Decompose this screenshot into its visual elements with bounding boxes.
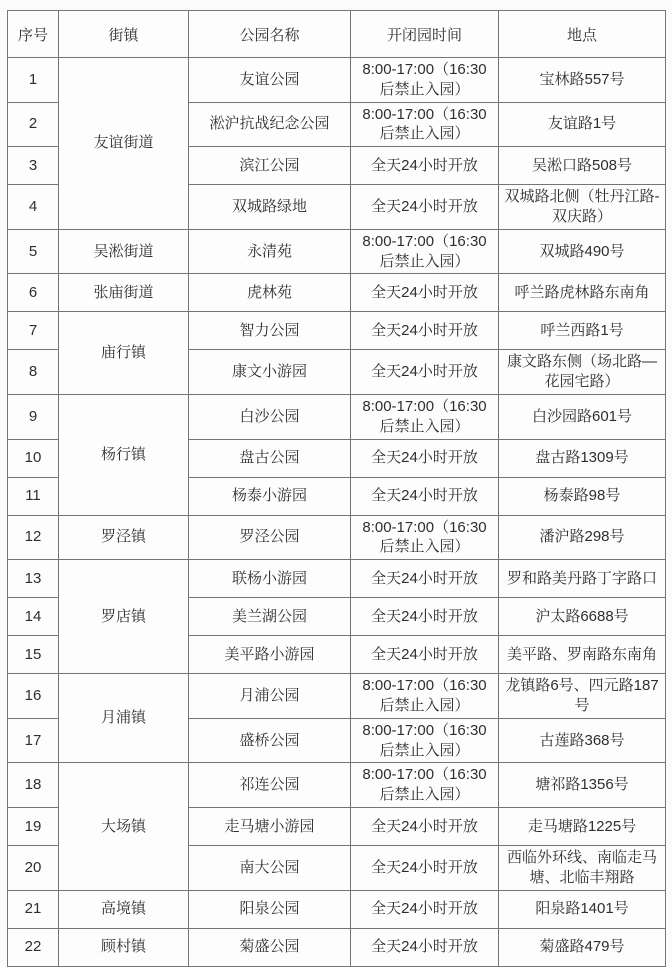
table-header-row bbox=[8, 11, 666, 58]
town-cell: 张庙街道 bbox=[59, 274, 189, 312]
town-cell: 吴淞街道 bbox=[59, 229, 189, 274]
address-cell: 盘古路1309号 bbox=[499, 439, 666, 477]
serial-number-cell: 20 bbox=[8, 845, 59, 890]
serial-number-cell: 4 bbox=[8, 185, 59, 230]
park-name-cell: 美兰湖公园 bbox=[189, 598, 351, 636]
hours-cell: 8:00-17:00（16:30后禁止入园） bbox=[351, 718, 499, 763]
serial-number-cell: 11 bbox=[8, 477, 59, 515]
hours-cell: 全天24小时开放 bbox=[351, 845, 499, 890]
address-cell: 呼兰路虎林路东南角 bbox=[499, 274, 666, 312]
serial-number-cell: 22 bbox=[8, 928, 59, 966]
hours-cell: 8:00-17:00（16:30后禁止入园） bbox=[351, 394, 499, 439]
address-cell: 罗和路美丹路丁字路口 bbox=[499, 560, 666, 598]
town-cell: 大场镇 bbox=[59, 763, 189, 890]
park-name-cell: 盛桥公园 bbox=[189, 718, 351, 763]
table-row bbox=[8, 674, 666, 719]
address-cell: 潘沪路298号 bbox=[499, 515, 666, 560]
serial-number-cell: 15 bbox=[8, 636, 59, 674]
address-cell: 康文路东侧（场北路—花园宅路） bbox=[499, 350, 666, 395]
park-name-cell: 双城路绿地 bbox=[189, 185, 351, 230]
address-cell: 西临外环线、南临走马塘、北临丰翔路 bbox=[499, 845, 666, 890]
park-name-cell: 美平路小游园 bbox=[189, 636, 351, 674]
park-name-cell: 永清苑 bbox=[189, 229, 351, 274]
park-name-cell: 虎林苑 bbox=[189, 274, 351, 312]
hours-cell: 全天24小时开放 bbox=[351, 928, 499, 966]
header-town: 街镇 bbox=[59, 11, 189, 58]
hours-cell: 8:00-17:00（16:30后禁止入园） bbox=[351, 763, 499, 808]
town-cell: 高境镇 bbox=[59, 890, 189, 928]
serial-number-cell: 19 bbox=[8, 807, 59, 845]
table-row bbox=[8, 515, 666, 560]
serial-number-cell: 7 bbox=[8, 312, 59, 350]
town-cell: 顾村镇 bbox=[59, 928, 189, 966]
address-cell: 沪太路6688号 bbox=[499, 598, 666, 636]
address-cell: 白沙园路601号 bbox=[499, 394, 666, 439]
park-name-cell: 联杨小游园 bbox=[189, 560, 351, 598]
table-row bbox=[8, 763, 666, 808]
town-cell: 杨行镇 bbox=[59, 394, 189, 515]
serial-number-cell: 10 bbox=[8, 439, 59, 477]
hours-cell: 全天24小时开放 bbox=[351, 312, 499, 350]
table-row bbox=[8, 229, 666, 274]
hours-cell: 全天24小时开放 bbox=[351, 890, 499, 928]
address-cell: 宝林路557号 bbox=[499, 58, 666, 103]
serial-number-cell: 3 bbox=[8, 147, 59, 185]
serial-number-cell: 17 bbox=[8, 718, 59, 763]
table-row bbox=[8, 58, 666, 103]
serial-number-cell: 2 bbox=[8, 102, 59, 147]
hours-cell: 8:00-17:00（16:30后禁止入园） bbox=[351, 674, 499, 719]
park-name-cell: 滨江公园 bbox=[189, 147, 351, 185]
park-name-cell: 智力公园 bbox=[189, 312, 351, 350]
table-row bbox=[8, 394, 666, 439]
address-cell: 友谊路1号 bbox=[499, 102, 666, 147]
parks-table bbox=[7, 10, 666, 967]
park-name-cell: 罗泾公园 bbox=[189, 515, 351, 560]
town-cell: 庙行镇 bbox=[59, 312, 189, 395]
park-name-cell: 菊盛公园 bbox=[189, 928, 351, 966]
hours-cell: 全天24小时开放 bbox=[351, 147, 499, 185]
hours-cell: 全天24小时开放 bbox=[351, 560, 499, 598]
address-cell: 呼兰西路1号 bbox=[499, 312, 666, 350]
header-serial-number: 序号 bbox=[8, 11, 59, 58]
header-park-name: 公园名称 bbox=[189, 11, 351, 58]
address-cell: 古莲路368号 bbox=[499, 718, 666, 763]
serial-number-cell: 6 bbox=[8, 274, 59, 312]
address-cell: 阳泉路1401号 bbox=[499, 890, 666, 928]
serial-number-cell: 16 bbox=[8, 674, 59, 719]
header-location: 地点 bbox=[499, 11, 666, 58]
town-cell: 月浦镇 bbox=[59, 674, 189, 763]
serial-number-cell: 5 bbox=[8, 229, 59, 274]
hours-cell: 8:00-17:00（16:30后禁止入园） bbox=[351, 58, 499, 103]
parks-table-body bbox=[8, 58, 666, 967]
address-cell: 双城路北侧（牡丹江路-双庆路） bbox=[499, 185, 666, 230]
park-name-cell: 杨泰小游园 bbox=[189, 477, 351, 515]
park-name-cell: 淞沪抗战纪念公园 bbox=[189, 102, 351, 147]
address-cell: 龙镇路6号、四元路187号 bbox=[499, 674, 666, 719]
hours-cell: 8:00-17:00（16:30后禁止入园） bbox=[351, 229, 499, 274]
address-cell: 菊盛路479号 bbox=[499, 928, 666, 966]
park-name-cell: 友谊公园 bbox=[189, 58, 351, 103]
address-cell: 双城路490号 bbox=[499, 229, 666, 274]
town-cell: 罗泾镇 bbox=[59, 515, 189, 560]
park-name-cell: 祁连公园 bbox=[189, 763, 351, 808]
hours-cell: 8:00-17:00（16:30后禁止入园） bbox=[351, 515, 499, 560]
serial-number-cell: 13 bbox=[8, 560, 59, 598]
hours-cell: 全天24小时开放 bbox=[351, 807, 499, 845]
park-name-cell: 白沙公园 bbox=[189, 394, 351, 439]
serial-number-cell: 9 bbox=[8, 394, 59, 439]
address-cell: 塘祁路1356号 bbox=[499, 763, 666, 808]
park-name-cell: 阳泉公园 bbox=[189, 890, 351, 928]
hours-cell: 8:00-17:00（16:30后禁止入园） bbox=[351, 102, 499, 147]
park-name-cell: 康文小游园 bbox=[189, 350, 351, 395]
address-cell: 杨泰路98号 bbox=[499, 477, 666, 515]
serial-number-cell: 1 bbox=[8, 58, 59, 103]
park-name-cell: 月浦公园 bbox=[189, 674, 351, 719]
table-row bbox=[8, 560, 666, 598]
park-name-cell: 盘古公园 bbox=[189, 439, 351, 477]
town-cell: 友谊街道 bbox=[59, 58, 189, 230]
header-open-close-time: 开闭园时间 bbox=[351, 11, 499, 58]
hours-cell: 全天24小时开放 bbox=[351, 185, 499, 230]
park-name-cell: 南大公园 bbox=[189, 845, 351, 890]
serial-number-cell: 12 bbox=[8, 515, 59, 560]
table-row bbox=[8, 274, 666, 312]
serial-number-cell: 18 bbox=[8, 763, 59, 808]
serial-number-cell: 14 bbox=[8, 598, 59, 636]
address-cell: 走马塘路1225号 bbox=[499, 807, 666, 845]
hours-cell: 全天24小时开放 bbox=[351, 598, 499, 636]
hours-cell: 全天24小时开放 bbox=[351, 439, 499, 477]
address-cell: 吴淞口路508号 bbox=[499, 147, 666, 185]
parks-table-container bbox=[7, 10, 666, 967]
town-cell: 罗店镇 bbox=[59, 560, 189, 674]
hours-cell: 全天24小时开放 bbox=[351, 274, 499, 312]
serial-number-cell: 8 bbox=[8, 350, 59, 395]
table-row bbox=[8, 890, 666, 928]
hours-cell: 全天24小时开放 bbox=[351, 477, 499, 515]
table-row bbox=[8, 312, 666, 350]
serial-number-cell: 21 bbox=[8, 890, 59, 928]
hours-cell: 全天24小时开放 bbox=[351, 636, 499, 674]
park-name-cell: 走马塘小游园 bbox=[189, 807, 351, 845]
address-cell: 美平路、罗南路东南角 bbox=[499, 636, 666, 674]
table-row bbox=[8, 928, 666, 966]
hours-cell: 全天24小时开放 bbox=[351, 350, 499, 395]
